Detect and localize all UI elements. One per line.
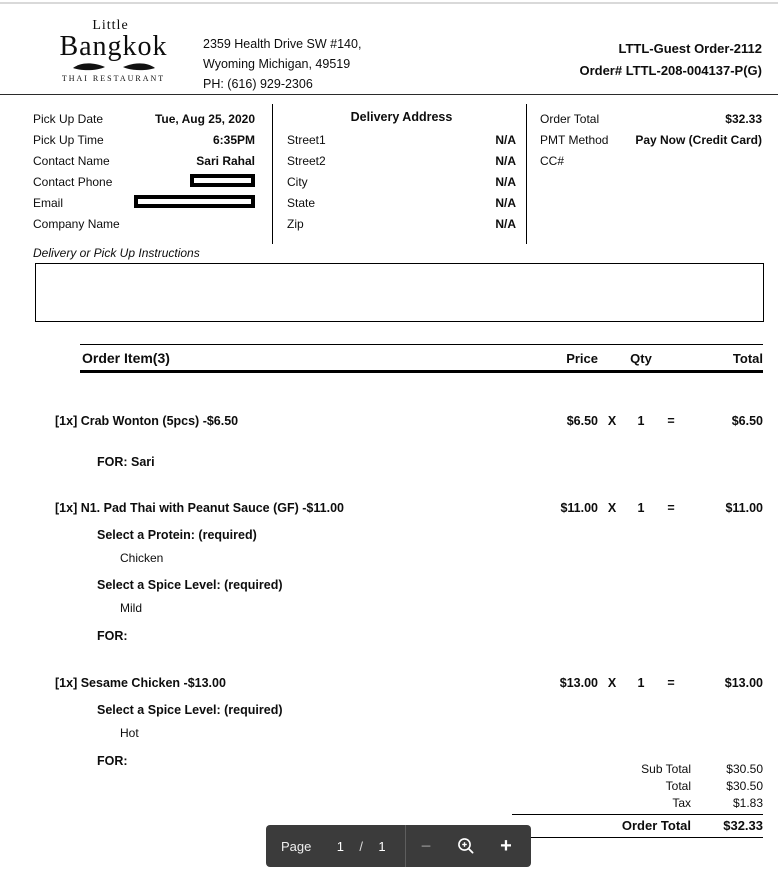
current-page-input[interactable]: 1 — [336, 838, 344, 854]
item-2-main-row — [55, 501, 763, 515]
subtotal-row — [512, 760, 763, 777]
item-1-times-sign: X — [607, 414, 617, 428]
header-divider-line — [0, 94, 778, 95]
subtotal-label: Sub Total — [641, 761, 691, 776]
order-number: Order# LTTL-208-004137-P(G) — [579, 63, 762, 78]
contact-name-row — [33, 150, 255, 171]
item-3-price: $13.00 — [559, 676, 598, 690]
item-3-main-row — [55, 676, 763, 690]
item-1-equals-sign: = — [667, 414, 675, 428]
contact-phone-row — [33, 171, 255, 192]
order-items-list — [55, 414, 763, 768]
item-2-option-1-label: Select a Protein: (required) — [97, 528, 257, 542]
address-line-1: 2359 Health Drive SW #140, — [203, 37, 362, 51]
total-row — [512, 777, 763, 794]
total-pages-label: 1 — [378, 838, 386, 854]
viewport-top-border — [0, 2, 778, 4]
state-value: N/A — [495, 195, 516, 210]
totals-section — [512, 760, 763, 838]
item-3-option-1-choice: Hot — [120, 726, 139, 740]
restaurant-logo — [56, 18, 171, 94]
company-name-label: Company Name — [33, 216, 120, 231]
magnifier-plus-icon — [456, 836, 476, 856]
pmt-method-label: PMT Method — [540, 132, 609, 147]
pickup-date-label: Pick Up Date — [33, 111, 104, 126]
price-column-header: Price — [566, 350, 598, 366]
item-1-name: [1x] Crab Wonton (5pcs) -$6.50 — [55, 414, 239, 428]
item-2-price: $11.00 — [560, 501, 598, 515]
pickup-date-row — [33, 108, 255, 129]
item-2-for-label: FOR: — [97, 629, 128, 643]
item-3-for-label: FOR: — [97, 754, 128, 768]
item-3-equals-sign: = — [667, 676, 675, 690]
pmt-method-row — [540, 129, 762, 150]
item-2-qty: 1 — [637, 501, 645, 515]
street2-label: Street2 — [287, 153, 326, 168]
city-row — [287, 171, 516, 192]
company-name-row — [33, 213, 255, 234]
zoom-magnifier-button[interactable] — [446, 825, 486, 867]
contact-phone-label: Contact Phone — [33, 174, 113, 189]
subtotal-value: $30.50 — [726, 761, 763, 776]
zip-label: Zip — [287, 216, 304, 231]
tax-label: Tax — [672, 795, 691, 810]
tax-value: $1.83 — [732, 795, 763, 810]
pmt-method-value: Pay Now (Credit Card) — [635, 132, 762, 147]
street2-value: N/A — [495, 153, 516, 168]
order-item-count-header: Order Item(3) — [82, 350, 170, 366]
item-1-price: $6.50 — [566, 414, 598, 428]
page-label: Page — [281, 838, 312, 854]
contact-name-value: Sari Rahal — [196, 153, 255, 168]
grand-total-label: Order Total — [621, 818, 691, 833]
grand-total-row — [512, 814, 763, 838]
logo-bangkok-text: Bangkok — [59, 31, 168, 62]
qty-column-header: Qty — [630, 350, 652, 366]
grand-total-value: $32.33 — [723, 818, 763, 833]
logo-tagline: THAI RESTAURANT — [61, 74, 166, 83]
item-1-for-label: FOR: Sari — [97, 455, 155, 469]
instructions-box — [35, 263, 764, 322]
restaurant-address — [203, 18, 361, 94]
item-1-total: $6.50 — [731, 414, 763, 428]
item-2-equals-sign: = — [667, 501, 675, 515]
pickup-time-row — [33, 129, 255, 150]
item-2-total: $11.00 — [725, 501, 763, 515]
email-row — [33, 192, 255, 213]
item-3-name: [1x] Sesame Chicken -$13.00 — [55, 676, 226, 690]
order-total-value: $32.33 — [725, 111, 762, 126]
street1-value: N/A — [495, 132, 516, 147]
logo-little-text: Little — [92, 18, 129, 33]
item-2-option-2-choice: Mild — [120, 601, 143, 615]
item-1-main-row — [55, 414, 763, 428]
address-line-2: Wyoming Michigan, 49519 — [203, 57, 351, 71]
email-label: Email — [33, 195, 64, 210]
pdf-viewer-toolbar — [266, 825, 531, 867]
city-value: N/A — [495, 174, 516, 189]
order-item-3 — [55, 676, 763, 768]
order-identifiers — [579, 18, 762, 94]
state-label: State — [287, 195, 316, 210]
order-table-header — [80, 344, 763, 373]
delivery-address-column — [273, 104, 527, 244]
pickup-time-label: Pick Up Time — [33, 132, 104, 147]
contact-phone-redaction-bar — [190, 174, 255, 187]
street1-label: Street1 — [287, 132, 326, 147]
item-1-qty: 1 — [637, 414, 645, 428]
pickup-info-column — [0, 104, 273, 244]
receipt-header — [0, 18, 778, 94]
total-column-header: Total — [732, 350, 763, 366]
pickup-date-value: Tue, Aug 25, 2020 — [154, 111, 255, 126]
zoom-out-button[interactable]: − — [420, 835, 432, 856]
delivery-address-title: Delivery Address — [350, 110, 453, 124]
street2-row — [287, 150, 516, 171]
cc-number-row — [540, 150, 762, 171]
logo-swash-icon — [71, 62, 157, 72]
order-info-grid — [0, 104, 778, 244]
instructions-label: Delivery or Pick Up Instructions — [33, 246, 200, 260]
zoom-in-button[interactable]: + — [500, 834, 512, 857]
total-label: Total — [665, 778, 691, 793]
order-total-row — [540, 108, 762, 129]
item-3-qty: 1 — [637, 676, 645, 690]
pickup-time-value: 6:35PM — [212, 132, 255, 147]
item-2-times-sign: X — [607, 501, 617, 515]
contact-name-label: Contact Name — [33, 153, 110, 168]
guest-order-id: LTTL-Guest Order-2112 — [618, 41, 762, 56]
zip-value: N/A — [495, 216, 516, 231]
total-value: $30.50 — [726, 778, 763, 793]
tax-row — [512, 794, 763, 811]
order-item-2 — [55, 501, 763, 643]
cc-number-label: CC# — [540, 153, 565, 168]
payment-info-column — [527, 104, 778, 244]
item-3-total: $13.00 — [724, 676, 763, 690]
item-3-option-1-label: Select a Spice Level: (required) — [97, 703, 283, 717]
order-item-1 — [55, 414, 763, 469]
street1-row — [287, 129, 516, 150]
zip-row — [287, 213, 516, 234]
address-line-3: PH: (616) 929-2306 — [203, 77, 313, 91]
item-3-times-sign: X — [607, 676, 617, 690]
city-label: City — [287, 174, 308, 189]
item-2-name: [1x] N1. Pad Thai with Peanut Sauce (GF) -$11.00 — [55, 501, 344, 515]
email-redaction-bar — [134, 195, 255, 208]
page-separator: / — [359, 838, 363, 854]
item-2-option-2-label: Select a Spice Level: (required) — [97, 578, 283, 592]
state-row — [287, 192, 516, 213]
order-total-label: Order Total — [540, 111, 600, 126]
item-2-option-1-choice: Chicken — [120, 551, 164, 565]
